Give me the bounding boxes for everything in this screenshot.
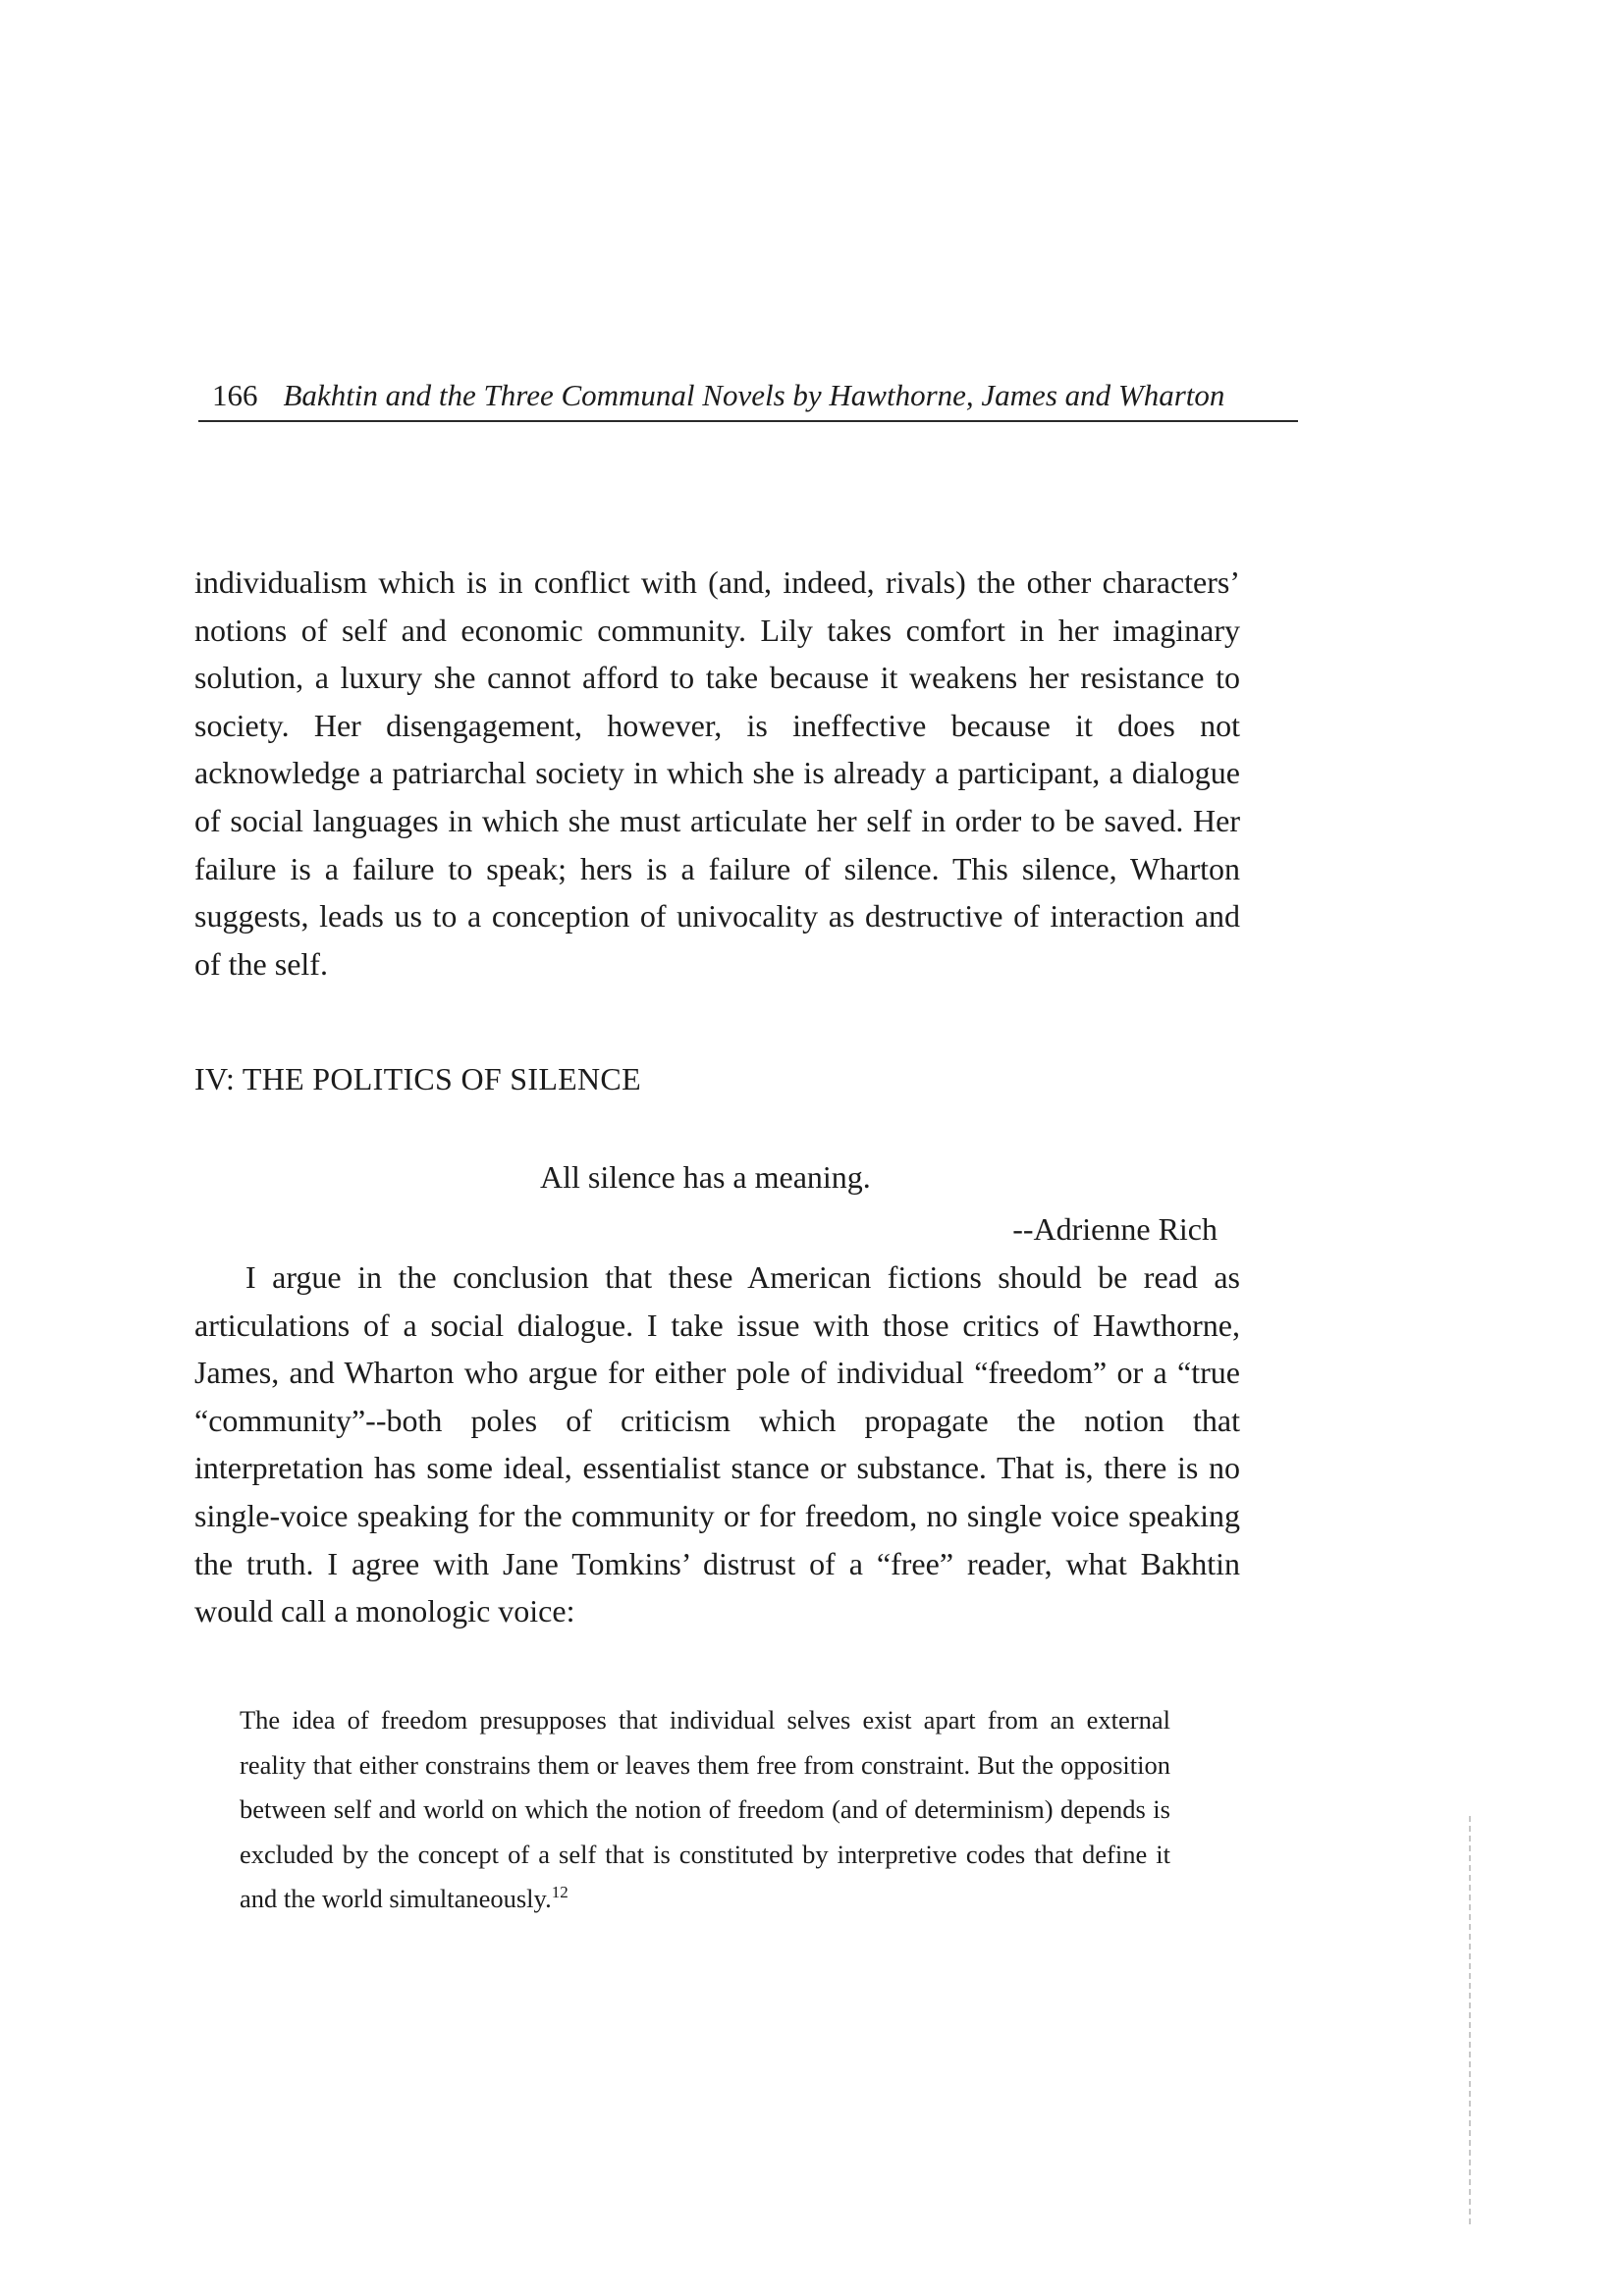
epigraph-text: All silence has a meaning. bbox=[540, 1159, 871, 1195]
footnote-reference[interactable]: 12 bbox=[551, 1883, 568, 1902]
block-quote bbox=[240, 1698, 1170, 1922]
running-header bbox=[198, 371, 1298, 422]
body-paragraph: I argue in the conclusion that these American fictions should be read as articulations of a social dialogue. I take issue with those critics of Hawthorne, James, and Wharton who argue for either pole of individual “freedom” or a “true “community”--both poles of criticism which propagate the notion that interpretation has some ideal, essentialist stance or substance. That is, there is no single-voice speaking for the community or for freedom, no single voice speaking the truth. I agree with Jane Tomkins’ distrust of a “free” reader, what Bakhtin would call a monologic voice: bbox=[194, 1259, 1240, 1629]
scan-margin-artifact bbox=[1469, 1816, 1471, 2228]
page-number: 166 bbox=[212, 378, 258, 412]
block-quote-text: The idea of freedom presupposes that individual selves exist apart from an external reality that either constrains them or leaves them free from constraint. But the opposition between self and world on which the notion of freedom (and of determinism) depends is excluded by the concept of a self that is constituted by interpretive codes that define it and the world simultaneously. bbox=[240, 1705, 1170, 1913]
section-heading: IV: THE POLITICS OF SILENCE bbox=[194, 1061, 641, 1096]
running-title: Bakhtin and the Three Communal Novels by Hawthorne, James and Wharton bbox=[283, 378, 1225, 412]
epigraph-attribution: --Adrienne Rich bbox=[1012, 1211, 1218, 1247]
body-paragraph: individualism which is in conflict with (and, indeed, rivals) the other characters’ notions of self and economic community. Lily takes comfort in her imaginary solution, a luxury she cannot afford to take because it weakens her resistance to society. Her disengagement, however, is ineffective because it does not acknowledge a patriarchal society in which she is already a participant, a dialogue of social languages in which she must articulate her self in order to be saved. Her failure is a failure to speak; hers is a failure of silence. This silence, Wharton suggests, leads us to a conception of univocality as destructive of interaction and of the self. bbox=[194, 564, 1240, 982]
